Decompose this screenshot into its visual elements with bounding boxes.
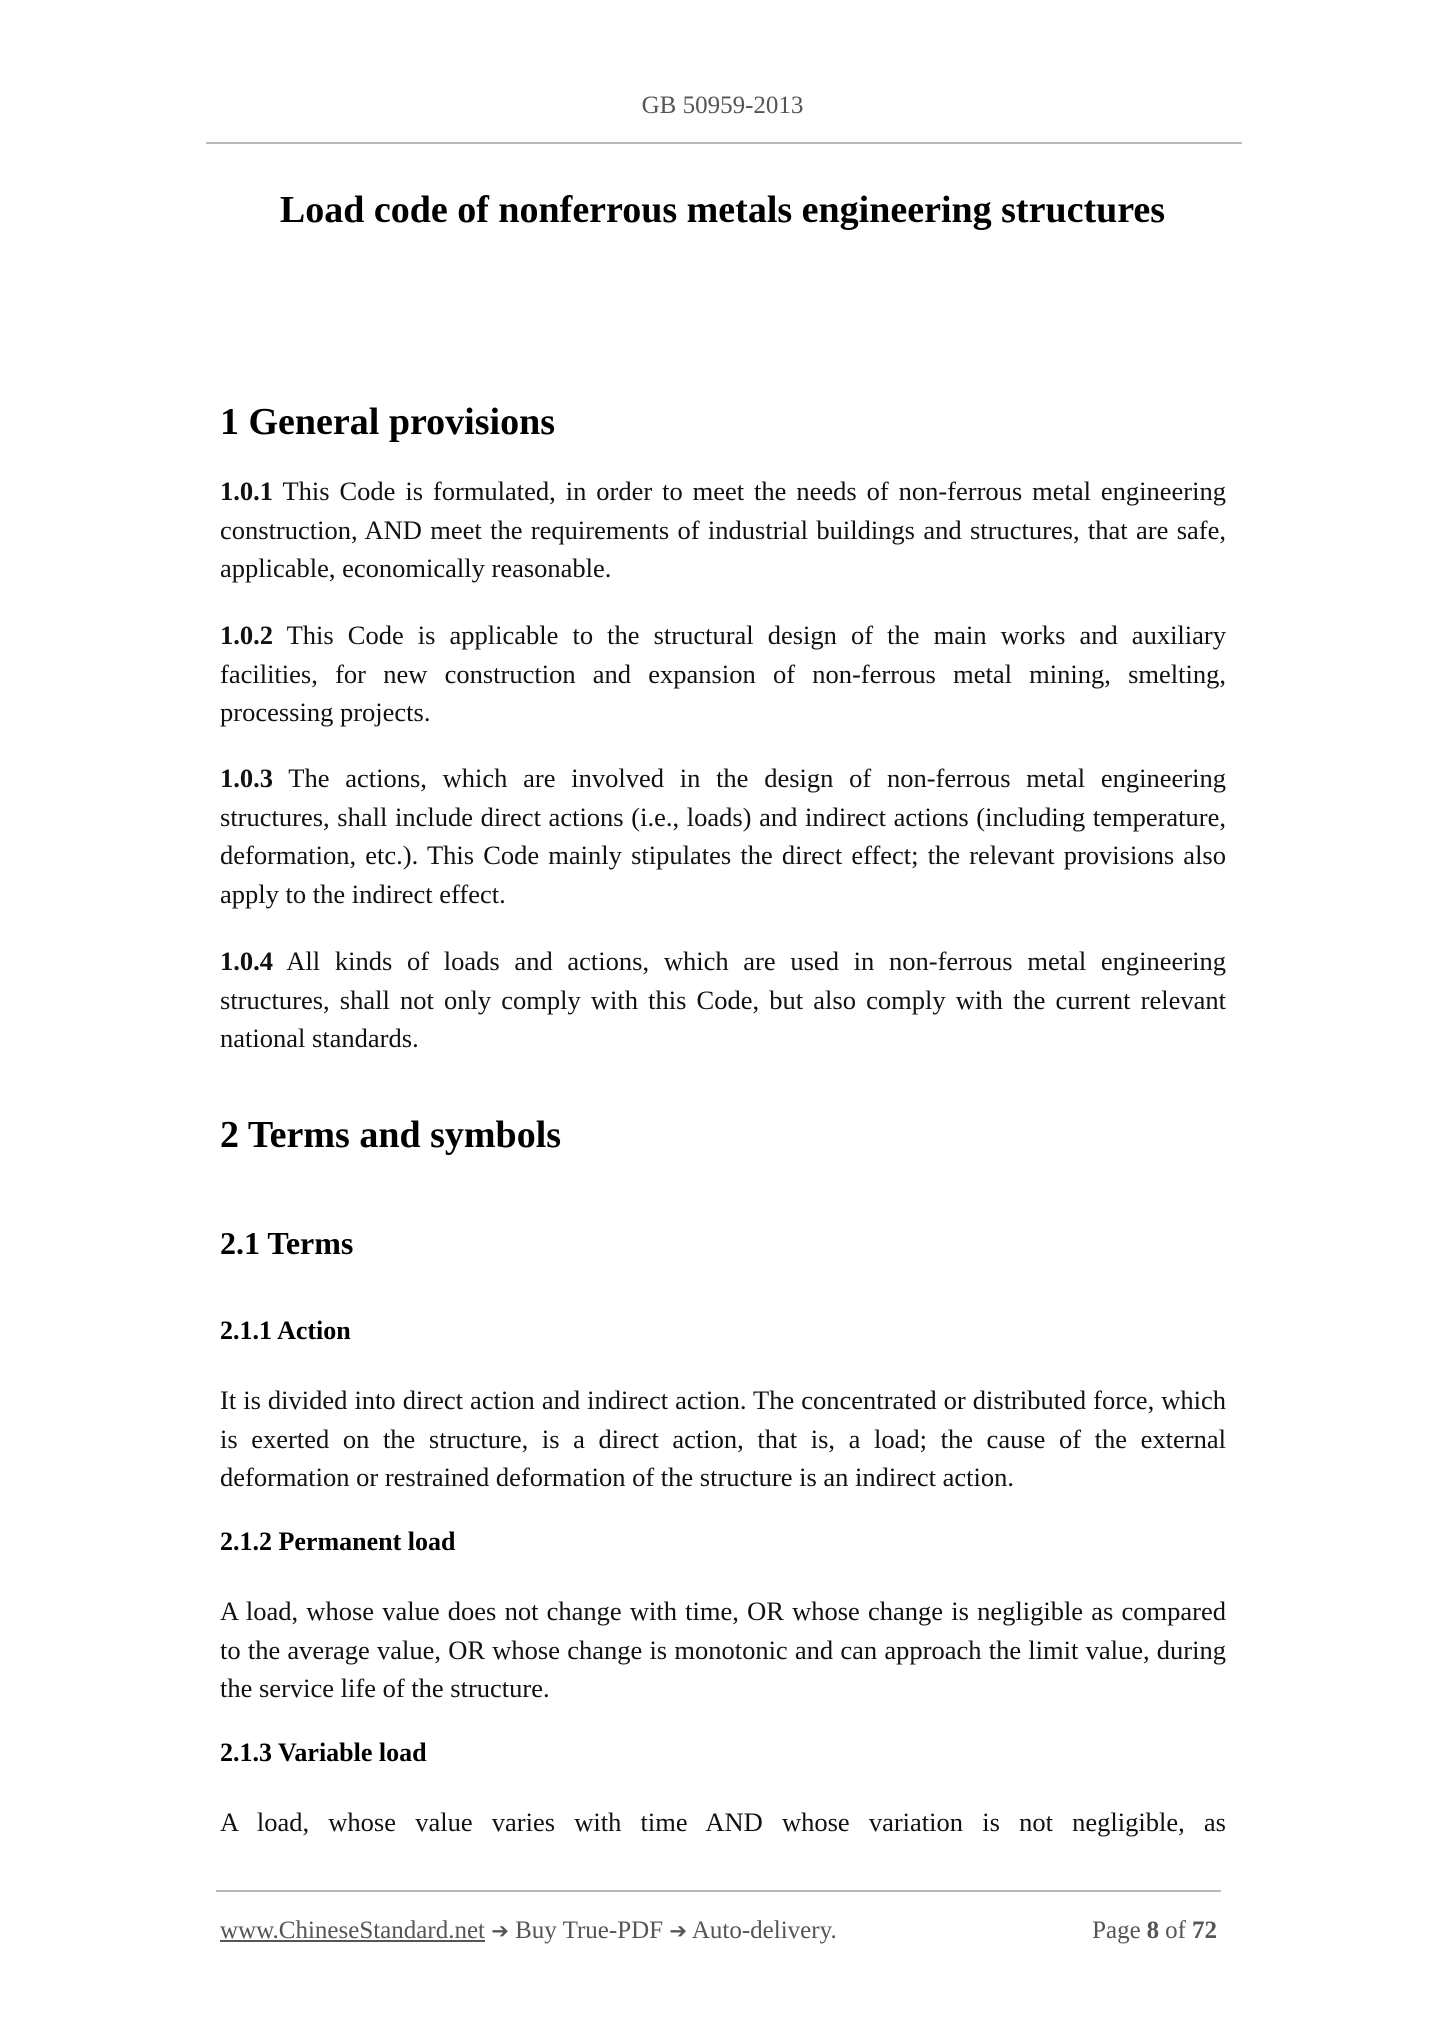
clause-number: 1.0.1 (220, 476, 273, 506)
footer-promo (220, 1917, 837, 1945)
term-heading-variable-load: 2.1.3 Variable load (220, 1738, 427, 1767)
term-definition-permanent-load: A load, whose value does not change with time, OR whose change is negligible as compared to the average value, OR whose change is monotonic and can approach the limit value, during the service life of the structure. (220, 1596, 1226, 1703)
clause-text: This Code is applicable to the structural design of the main works and auxiliary facilities, for new construction and expansion of non-ferrous metal mining, smelting, processing projects. (220, 620, 1226, 727)
page-current: 8 (1146, 1917, 1160, 1944)
page-number (1086, 1917, 1217, 1945)
term-definition-variable-load: A load, whose value varies with time AND whose variation is not negligible, as (220, 1807, 1226, 1837)
section-heading-terms-and-symbols: 2 Terms and symbols (220, 1114, 562, 1156)
page-total: 72 (1192, 1917, 1217, 1944)
section-heading-general-provisions: 1 General provisions (220, 401, 555, 443)
page-label: Page (1092, 1917, 1141, 1944)
document-code-header: GB 50959-2013 (641, 92, 804, 119)
chinesestandard-link[interactable]: www.ChineseStandard.net (220, 1917, 485, 1944)
footer-step-buy: Buy True-PDF (515, 1917, 664, 1944)
page-footer (220, 1917, 1217, 1945)
clause-1-0-1 (220, 472, 1226, 588)
footer-step-delivery: Auto-delivery. (691, 1917, 837, 1944)
arrow-right-icon: ➔ (669, 1919, 687, 1943)
subsection-heading-terms: 2.1 Terms (220, 1225, 354, 1261)
term-definition-action: It is divided into direct action and indirect action. The concentrated or distributed force, which is exerted on the structure, is a direct action, that is, a load; the cause of the external deformation or restrained deformation of the structure is an indirect action. (220, 1385, 1226, 1492)
clause-text: All kinds of loads and actions, which are used in non-ferrous metal engineering structures, shall not only comply with this Code, but also comply with the current relevant national standards. (220, 946, 1226, 1053)
arrow-right-icon: ➔ (491, 1919, 509, 1943)
clause-1-0-4 (220, 942, 1226, 1058)
header-divider (206, 142, 1242, 144)
clause-1-0-3 (220, 759, 1226, 913)
footer-divider (216, 1890, 1221, 1892)
page-of: of (1165, 1917, 1186, 1944)
clause-number: 1.0.4 (220, 946, 273, 976)
clause-text: This Code is formulated, in order to meet the needs of non-ferrous metal engineering construction, AND meet the requirements of industrial buildings and structures, that are safe, applicable, economically reasonable. (220, 476, 1226, 583)
clause-number: 1.0.2 (220, 620, 273, 650)
term-heading-action: 2.1.1 Action (220, 1316, 351, 1345)
clause-text: The actions, which are involved in the design of non-ferrous metal engineering structures, shall include direct actions (i.e., loads) and indirect actions (including temperature, deformation, etc.). This Code mainly stipulates the direct effect; the relevant provisions also apply to the indirect effect. (220, 763, 1226, 909)
document-title: Load code of nonferrous metals engineering structures (279, 189, 1166, 231)
term-heading-permanent-load: 2.1.2 Permanent load (220, 1527, 456, 1556)
clause-number: 1.0.3 (220, 763, 273, 793)
clause-1-0-2 (220, 616, 1226, 732)
